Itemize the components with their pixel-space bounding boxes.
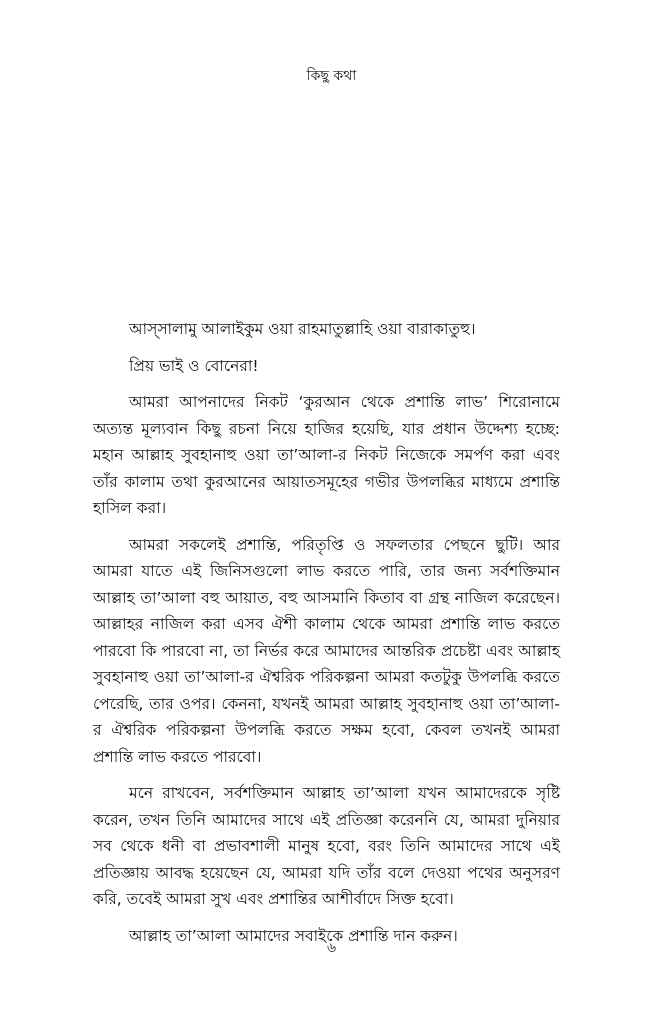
body-paragraph: আমরা আপনাদের নিকট ‘কুরআন থেকে প্রশান্তি লাভ’ শিরোনামে অত্যন্ত মূল্যবান কিছু রচনা নিয়ে হাজির হয়েছি, যার প্রধান উদ্দেশ্য হচ্ছে: মহান আল্লাহ সুবহানাহু ওয়া তা’আলা-র নিকট নিজেকে সমর্পণ করা এবং তাঁর কালাম তথা কুরআনের আয়াতসমূহের গভীর উপলব্ধির মাধ্যমে প্রশান্তি হাসিল করা। xyxy=(93,393,560,517)
salutation-paragraph: প্রিয় ভাই ও বোনেরা! xyxy=(129,356,259,375)
closing-paragraph: আল্লাহ তা’আলা আমাদের সবাইকে প্রশান্তি দান করুন। xyxy=(129,926,458,945)
page-body xyxy=(93,316,560,959)
page-title: কিছু কথা xyxy=(306,68,357,84)
body-paragraph: আমরা সকলেই প্রশান্তি, পরিতৃপ্তি ও সফলতার পেছনে ছুটি। আর আমরা যাতে এই জিনিসগুলো লাভ করতে পারি, তার জন্য সর্বশক্তিমান আল্লাহ তা’আলা বহু আয়াত, বহু আসমানি কিতাব বা গ্রন্থ নাজিল করেছেন। আল্লাহর নাজিল করা এসব ঐশী কালাম থেকে আমরা প্রশান্তি লাভ করতে পারবো কি পারবো না, তা নির্ভর করে আমাদের আন্তরিক প্রচেষ্টা এবং আল্লাহ সুবহানাহু ওয়া তা’আলা-র ঐশ্বরিক পরিকল্পনা আমরা কতটুকু উপলব্ধি করতে পেরেছি, তার ওপর। কেননা, যখনই আমরা আল্লাহ সুবহানাহু ওয়া তা’আলা-র ঐশ্বরিক পরিকল্পনা উপলব্ধি করতে সক্ষম হবো, কেবল তখনই আমরা প্রশান্তি লাভ করতে পারবো। xyxy=(93,535,560,766)
greeting-paragraph: আস্সালামু আলাইকুম ওয়া রাহমাতুল্লাহি ওয়া বারাকাতুহু। xyxy=(129,320,476,338)
page-number: ৬ xyxy=(326,940,337,956)
body-paragraph: মনে রাখবেন, সর্বশক্তিমান আল্লাহ তা’আলা যখন আমাদেরকে সৃষ্টি করেন, তখন তিনি আমাদের সাথে এই প্রতিজ্ঞা করেননি যে, আমরা দুনিয়ার সব থেকে ধনী বা প্রভাবশালী মানুষ হবো, বরং তিনি আমাদের সাথে এই প্রতিজ্ঞায় আবদ্ধ হয়েছেন যে, আমরা যদি তাঁর বলে দেওয়া পথের অনুসরণ করি, তবেই আমরা সুখ এবং প্রশান্তির আশীর্বাদে সিক্ত হবো। xyxy=(93,784,560,908)
